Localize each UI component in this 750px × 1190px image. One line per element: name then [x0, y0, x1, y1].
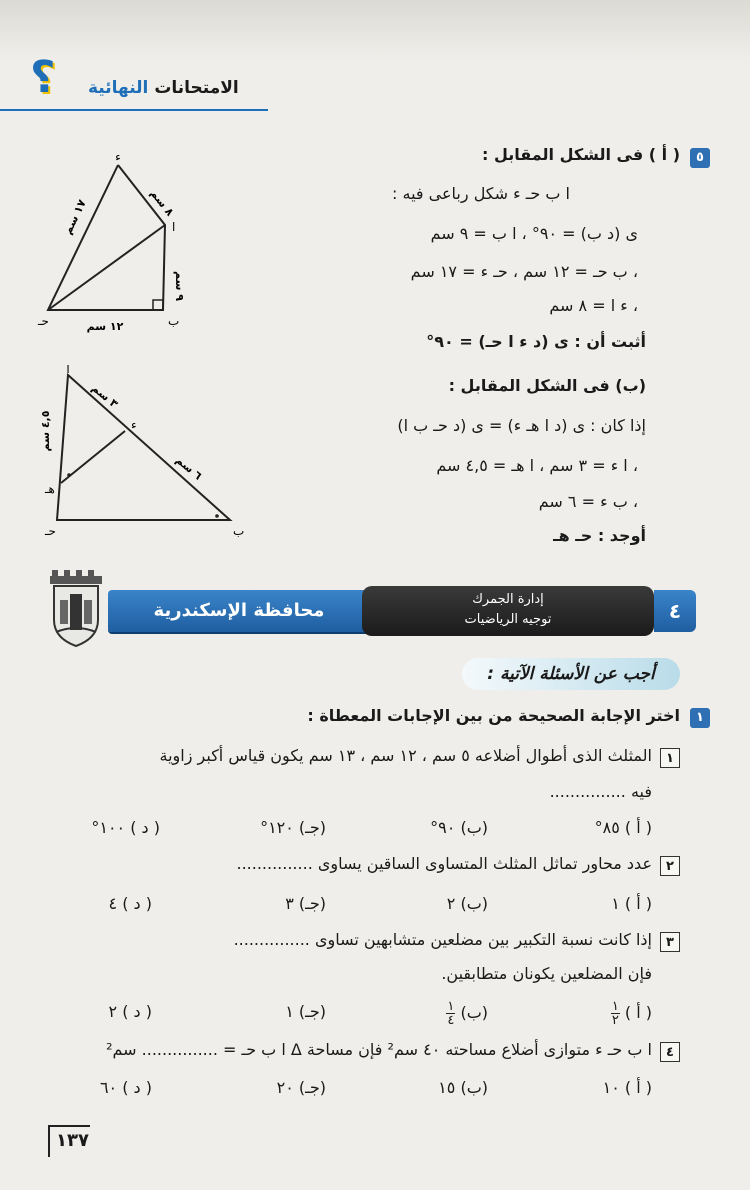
- page-number-rule-vertical: [48, 1125, 50, 1157]
- fig1-label-12: ١٢ سم: [86, 320, 124, 333]
- item-3-text: إذا كانت نسبة التكبير بين مضلعين متشابهين تساوى ...............: [233, 930, 652, 949]
- item-2-option-d[interactable]: ( د ) ٤: [108, 894, 152, 913]
- item-2-option-b[interactable]: (ب) ٢: [446, 894, 488, 913]
- fig1-label-8: ٨ سم: [147, 186, 177, 219]
- item-3-option-b[interactable]: [446, 1000, 488, 1027]
- frac-a-num: ١: [611, 999, 619, 1014]
- item-number-4: ٤: [660, 1042, 680, 1062]
- item-2-text: عدد محاور تماثل المثلث المتساوى الساقين يساوى ...............: [236, 854, 652, 873]
- item-4-option-c[interactable]: (جـ) ٢٠: [276, 1078, 326, 1097]
- item-1-text: المثلث الذى أطوال أضلاعه ٥ سم ، ١٢ سم ، ١٣ سم يكون قياس أكبر زاوية: [159, 746, 652, 765]
- section-title: أجب عن الأسئلة الآتية :: [462, 658, 680, 690]
- page-number-rule-horizontal: [48, 1125, 90, 1127]
- q5b-line-3: ، ب ء = ٦ سم: [538, 492, 638, 511]
- admin-line-1: إدارة الجمرك: [472, 592, 544, 607]
- fig1-label-17: ١٧ سم: [61, 197, 89, 237]
- exam-number: ٤: [654, 590, 696, 632]
- item-4-option-b[interactable]: (ب) ١٥: [438, 1078, 488, 1097]
- q5a-line-1: ا ب حـ ء شكل رباعى فيه :: [392, 184, 570, 203]
- q5b-label: (ب) فى الشكل المقابل :: [448, 376, 646, 395]
- fig2-label-3: ٣ سم: [89, 381, 121, 411]
- q1-instruction: اختر الإجابة الصحيحة من بين الإجابات المعطاة :: [307, 706, 680, 725]
- fig1-vertex-d: ء: [115, 155, 121, 164]
- fig2-label-6: ٦ سم: [173, 453, 205, 483]
- fig2-vertex-d: ء: [131, 418, 137, 432]
- fig2-vertex-e: هـ: [45, 482, 55, 496]
- header-title-part1: الامتحانات: [154, 78, 239, 98]
- fig1-label-9: ٩ سم: [173, 271, 186, 301]
- item-3-option-d[interactable]: ( د ) ٢: [108, 1002, 152, 1021]
- page-top-shade: [0, 0, 750, 60]
- exam-banner: [108, 586, 698, 636]
- q5b-find: أوجد : حـ هـ: [553, 526, 646, 545]
- right-angle-mark: [153, 300, 163, 310]
- item-number-1: ١: [660, 748, 680, 768]
- triangle-outline: [57, 375, 230, 520]
- item-3-option-b-label: (ب): [460, 1003, 488, 1022]
- q5a-line-3: ، ب حـ = ١٢ سم ، حـ ء = ١٧ سم: [410, 262, 638, 281]
- question-number-5: ٥: [690, 148, 710, 168]
- item-4-option-d[interactable]: ( د ) ٦٠: [99, 1078, 152, 1097]
- header-title-part2: النهائية: [88, 78, 149, 98]
- item-1-option-a[interactable]: ( أ ) ٨٥°: [594, 818, 652, 837]
- item-1-option-d[interactable]: ( د ) ١٠٠°: [91, 818, 160, 837]
- item-number-3: ٣: [660, 932, 680, 952]
- angle-dot-b: [215, 514, 219, 518]
- admin-line-2: توجيه الرياضيات: [464, 612, 552, 627]
- q5b-line-1: إذا كان : ى (د ا هـ ء) = ى (د حـ ب ا): [397, 416, 646, 435]
- fraction-one-quarter: [446, 1000, 455, 1027]
- q5a-line-2: ى (د ب) = ٩٠° ، ا ب = ٩ سم: [430, 224, 638, 243]
- alexandria-emblem: [40, 570, 112, 648]
- fig1-vertex-b: ب: [168, 314, 180, 328]
- fig2-vertex-a: ا: [66, 365, 70, 376]
- item-4-text: ا ب حـ ء متوازى أضلاع مساحته ٤٠ سم² فإن مساحة Δ ا ب حـ = ............... سم²: [106, 1040, 652, 1059]
- frac-b-den: ٤: [447, 1013, 455, 1028]
- item-3-option-a[interactable]: [611, 1000, 652, 1027]
- item-1-option-b[interactable]: (ب) ٩٠°: [430, 818, 488, 837]
- question-mark-logo: ؟: [30, 52, 56, 103]
- figure-triangle: [35, 365, 250, 540]
- quad-diagonal: [48, 225, 165, 310]
- page-header-title: [88, 78, 239, 98]
- fig2-vertex-c: حـ: [45, 524, 56, 538]
- item-2-option-c[interactable]: (جـ) ٣: [285, 894, 326, 913]
- item-1-text-2: فيه ...............: [549, 782, 652, 801]
- item-4-option-a[interactable]: ( أ ) ١٠: [602, 1078, 652, 1097]
- fraction-one-half: [611, 1000, 620, 1027]
- fig2-vertex-b: ب: [233, 524, 245, 538]
- frac-a-den: ٢: [611, 1013, 619, 1028]
- item-3-option-a-label: ( أ ): [624, 1003, 652, 1022]
- fig1-vertex-a: ا: [172, 220, 176, 234]
- governorate-label: محافظة الإسكندرية: [108, 590, 370, 632]
- q5b-line-2: ، ا ء = ٣ سم ، ا هـ = ٤,٥ سم: [436, 456, 638, 475]
- fig2-label-4-5: ٤,٥ سم: [39, 410, 52, 452]
- header-rule: [0, 109, 268, 111]
- admin-label: [362, 586, 654, 636]
- fig1-vertex-c: حـ: [38, 314, 49, 328]
- page-number: ١٣٧: [56, 1130, 89, 1151]
- question-number-1: ١: [690, 708, 710, 728]
- item-3-option-c[interactable]: (جـ) ١: [285, 1002, 326, 1021]
- frac-b-num: ١: [447, 999, 455, 1014]
- item-3-text-2: فإن المضلعين يكونان متطابقين.: [441, 964, 652, 983]
- item-number-2: ٢: [660, 856, 680, 876]
- figure-quadrilateral: [30, 155, 230, 340]
- q5a-line-4: ، ء ا = ٨ سم: [549, 296, 638, 315]
- q5a-label: ( أ ) فى الشكل المقابل :: [482, 145, 680, 164]
- q5a-prove: أثبت أن : ى (د ء ا حـ) = ٩٠°: [426, 332, 646, 351]
- item-1-option-c[interactable]: (جـ) ١٢٠°: [260, 818, 326, 837]
- item-2-option-a[interactable]: ( أ ) ١: [611, 894, 652, 913]
- angle-dot-e: [67, 473, 71, 477]
